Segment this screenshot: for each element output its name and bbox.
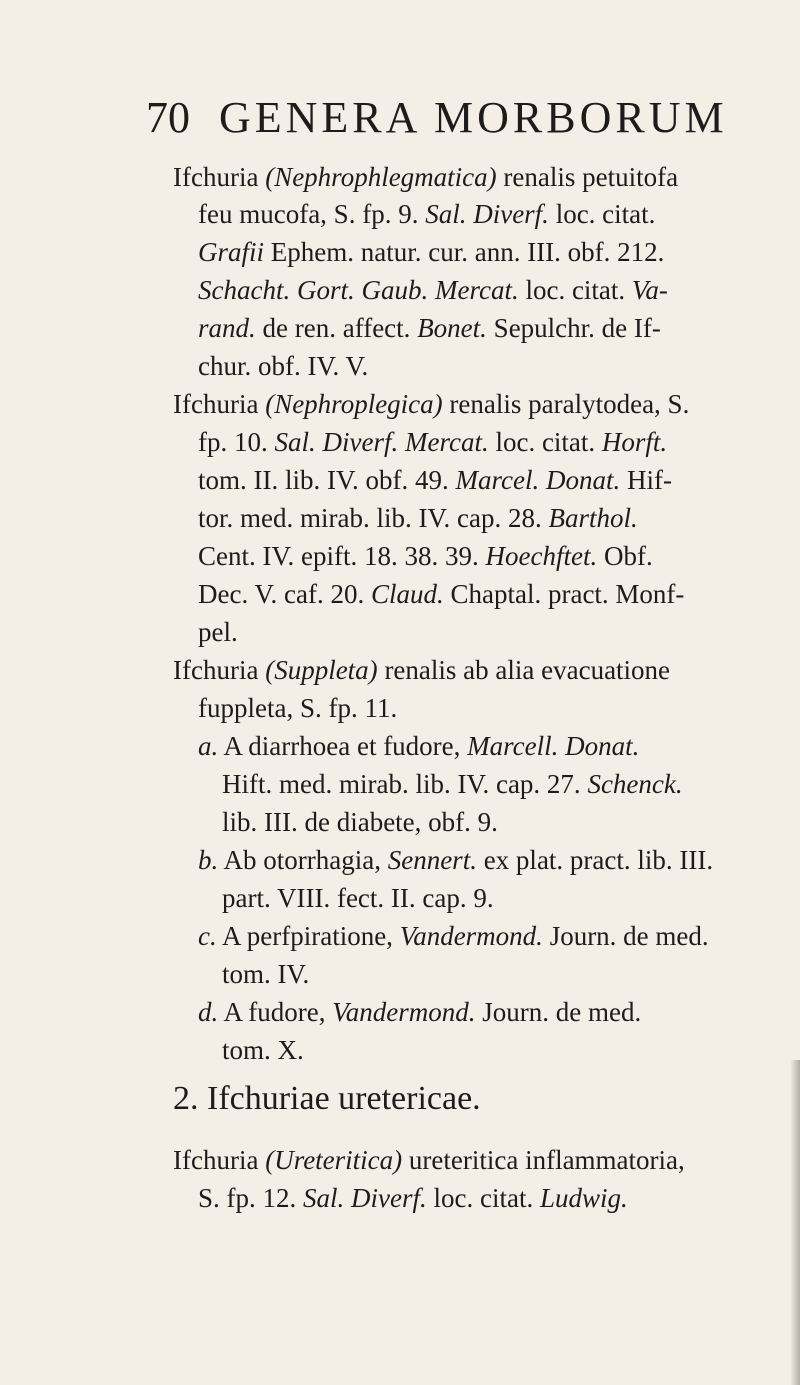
italic-reference: Sennert.	[387, 845, 477, 875]
text-segment: Hif-	[620, 465, 672, 495]
italic-reference: Bonet.	[417, 313, 487, 343]
text-line	[173, 160, 678, 194]
text-segment: Hift. med. mirab. lib. IV. cap. 27.	[222, 769, 588, 799]
text-segment: Ab otorrhagia,	[218, 845, 388, 875]
italic-reference: Sal. Diverf.	[303, 1183, 427, 1213]
text-segment: pel.	[198, 617, 238, 647]
text-segment: Journ. de med.	[542, 921, 709, 951]
italic-reference: (Nephroplegica)	[265, 389, 443, 419]
text-segment: Obf.	[597, 541, 653, 571]
text-segment: 2. Ifchuriae uretericae.	[173, 1080, 481, 1117]
text-line	[198, 577, 684, 611]
text-segment: Ephem. natur. cur. ann. III. obf. 212.	[264, 237, 665, 267]
text-line	[198, 311, 661, 345]
text-segment: part. VIII. fect. II. cap. 9.	[222, 883, 494, 913]
text-line	[198, 501, 638, 535]
italic-reference: Sal. Diverf.	[425, 199, 549, 229]
text-segment: tom. X.	[222, 1035, 304, 1065]
text-line	[198, 425, 667, 459]
italic-reference: c.	[198, 921, 217, 951]
italic-reference: b.	[198, 845, 219, 875]
text-line	[222, 805, 498, 839]
italic-reference: Vandermond.	[399, 921, 543, 951]
text-line	[198, 1181, 628, 1215]
text-segment: A perfpiratione,	[216, 921, 400, 951]
text-segment: loc. citat.	[488, 427, 602, 457]
text-line	[198, 463, 672, 497]
text-segment: ex plat. pract. lib. III.	[476, 845, 714, 875]
text-line	[198, 197, 655, 231]
text-segment: Ifchuria	[173, 1145, 266, 1175]
page-number: 70	[146, 93, 190, 142]
text-line	[222, 767, 683, 801]
text-line	[173, 387, 689, 421]
text-segment: loc. citat.	[518, 275, 632, 305]
text-segment: Journ. de med.	[475, 997, 642, 1027]
text-line	[198, 843, 713, 877]
italic-reference: Hoechftet.	[485, 541, 598, 571]
text-segment: renalis petuitofa	[496, 162, 679, 192]
page-edge-shadow	[790, 1060, 800, 1385]
text-segment: Dec. V. caf. 20.	[198, 579, 371, 609]
text-line	[222, 881, 494, 915]
text-line	[173, 1143, 685, 1177]
text-segment: loc. citat.	[548, 199, 656, 229]
text-line	[198, 729, 639, 763]
text-line	[198, 539, 653, 573]
text-line	[173, 653, 670, 687]
text-segment: lib. III. de diabete, obf. 9.	[222, 807, 498, 837]
text-segment: S. fp. 12.	[198, 1183, 304, 1213]
italic-reference: a.	[198, 731, 219, 761]
italic-reference: Horft.	[601, 427, 668, 457]
text-line	[222, 1033, 304, 1067]
italic-reference: rand.	[198, 313, 256, 343]
text-segment: Sepulchr. de If-	[486, 313, 661, 343]
text-line	[198, 615, 238, 649]
italic-reference: Ludwig.	[539, 1183, 628, 1213]
italic-reference: Claud.	[370, 579, 444, 609]
italic-reference: Barthol.	[548, 503, 638, 533]
text-line	[198, 919, 709, 953]
text-segment: tom. II. lib. IV. obf. 49.	[198, 465, 456, 495]
italic-reference: (Ureteritica)	[265, 1145, 403, 1175]
text-line	[198, 273, 668, 307]
text-segment: fp. 10.	[198, 427, 275, 457]
text-segment: feu mucofa, S. fp. 9.	[198, 199, 426, 229]
text-segment: Ifchuria	[173, 389, 266, 419]
text-segment: renalis ab alia evacuatione	[377, 655, 671, 685]
text-segment: fuppleta, S. fp. 11.	[198, 693, 398, 723]
italic-reference: Schacht. Gort. Gaub. Mercat.	[198, 275, 519, 305]
italic-reference: Marcell. Donat.	[467, 731, 640, 761]
text-segment: tom. IV.	[222, 959, 310, 989]
section-heading	[173, 1082, 481, 1116]
text-segment: Cent. IV. epift. 18. 38. 39.	[198, 541, 486, 571]
italic-reference: Vandermond.	[332, 997, 476, 1027]
italic-reference: d.	[198, 997, 219, 1027]
italic-reference: Grafii	[198, 237, 265, 267]
text-line	[198, 995, 641, 1029]
text-segment: tor. med. mirab. lib. IV. cap. 28.	[198, 503, 549, 533]
italic-reference: Marcel. Donat.	[455, 465, 621, 495]
text-segment: A diarrhoea et fudore,	[218, 731, 468, 761]
text-line	[222, 957, 309, 991]
italic-reference: (Suppleta)	[265, 655, 378, 685]
text-segment: loc. citat.	[426, 1183, 540, 1213]
text-segment: Chaptal. pract. Monf-	[443, 579, 685, 609]
text-segment: Ifchuria	[173, 162, 266, 192]
text-segment: chur. obf. IV. V.	[198, 351, 369, 381]
text-segment: ureteritica inflammatoria,	[402, 1145, 685, 1175]
running-head	[146, 92, 728, 143]
italic-reference: Va-	[631, 275, 668, 305]
italic-reference: Schenck.	[587, 769, 683, 799]
text-segment: A fudore,	[218, 997, 333, 1027]
text-line	[198, 235, 664, 269]
italic-reference: (Nephrophlegmatica)	[265, 162, 497, 192]
text-line	[198, 349, 368, 383]
italic-reference: Sal. Diverf. Mercat.	[274, 427, 489, 457]
text-line	[198, 691, 397, 725]
text-segment: Ifchuria	[173, 655, 266, 685]
text-segment: de ren. affect.	[255, 313, 418, 343]
running-title: GENERA MORBORUM	[219, 93, 728, 142]
text-segment: renalis paralytodea, S.	[442, 389, 690, 419]
